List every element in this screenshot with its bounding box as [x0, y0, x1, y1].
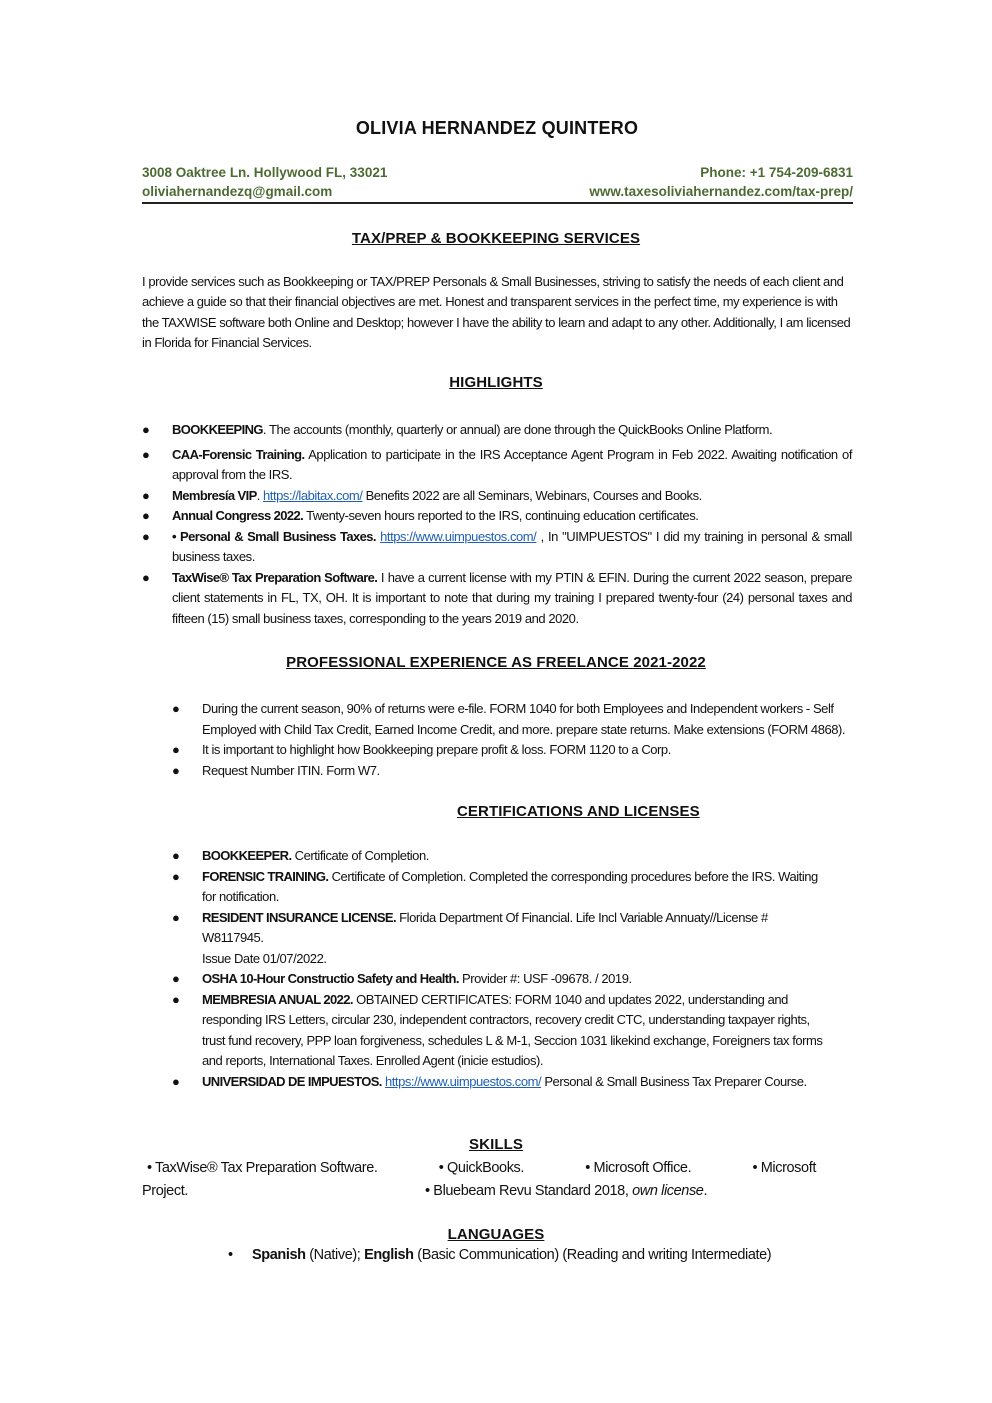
email[interactable]: oliviahernandezq@gmail.com	[142, 184, 333, 199]
bullet-icon: ●	[172, 909, 180, 925]
bullet-icon: ●	[142, 528, 150, 544]
bullet-icon: ●	[172, 848, 180, 863]
list-item: ● UNIVERSIDAD DE IMPUESTOS. https://www.uimpuestos.com/ Personal & Small Business Tax Preparer Course.	[172, 1072, 824, 1093]
website[interactable]: www.taxesoliviahernandez.com/tax-prep/	[589, 184, 853, 199]
list-item: ● FORENSIC TRAINING. Certificate of Completion. Completed the corresponding procedures before the IRS. Waiting for notification.	[172, 868, 818, 904]
list-item: ● TaxWise® Tax Preparation Software. I have a current license with my PTIN & EFIN. During the current 2022 season, prepare client statements in FL, TX, OH. It is important to note that during my training I prepared twenty-four (24) personal taxes and fifteen (15) small business taxes, corresponding to the years 2019 and 2020.	[142, 569, 852, 626]
bullet-icon: ●	[172, 868, 180, 884]
certifications-list	[172, 846, 824, 1092]
bullet-icon: ●	[172, 742, 180, 757]
bullet-icon: •	[228, 1247, 233, 1263]
skill-item: • Microsoft Office.	[585, 1160, 692, 1176]
list-item: ● Membresía VIP. https://labitax.com/ Benefits 2022 are all Seminars, Webinars, Courses and Books.	[142, 486, 852, 507]
bullet-icon: ●	[142, 446, 150, 462]
list-item: ● It is important to highlight how Bookkeeping prepare profit & loss. FORM 1120 to a Corp.	[172, 740, 852, 761]
skill-item: • QuickBooks.	[438, 1160, 525, 1176]
bullet-icon: ●	[172, 1073, 180, 1089]
highlights-list	[142, 420, 852, 629]
bullet-icon: ●	[172, 701, 180, 716]
skill-item: • TaxWise® Tax Preparation Software.	[147, 1160, 378, 1176]
skills-block	[142, 1157, 854, 1203]
bullet-icon: ●	[172, 762, 180, 778]
bullet-icon: ●	[142, 508, 150, 523]
languages-title: LANGUAGES	[447, 1226, 545, 1243]
list-item: ● OSHA 10-Hour Constructio Safety and Health. Provider #: USF -09678. / 2019.	[172, 969, 824, 990]
list-item: ● • Personal & Small Business Taxes. https://www.uimpuestos.com/ , In "UIMPUESTOS" I did my training in personal & small business taxes.	[142, 528, 852, 564]
list-item: ● BOOKKEEPING. The accounts (monthly, quarterly or annual) are done through the QuickBooks Online Platform.	[142, 420, 852, 441]
list-item: ● Request Number ITIN. Form W7.	[172, 761, 852, 782]
bullet-icon: ●	[172, 971, 180, 986]
skills-title: SKILLS	[469, 1136, 523, 1153]
address: 3008 Oaktree Ln. Hollywood FL, 33021	[142, 165, 388, 180]
bullet-icon: ●	[172, 991, 180, 1007]
phone: Phone: +1 754-209-6831	[700, 165, 853, 180]
bullet-icon: ●	[142, 569, 150, 585]
skill-item: • Microsoft	[752, 1160, 816, 1176]
summary-title: TAX/PREP & BOOKKEEPING SERVICES	[351, 230, 641, 247]
list-item: ● CAA-Forensic Training. Application to participate in the IRS Acceptance Agent Program in Feb 2022. Awaiting notification of approval from the IRS.	[142, 446, 852, 482]
labitax-link[interactable]: https://labitax.com/	[263, 487, 363, 503]
skill-item: Project.	[142, 1183, 188, 1199]
bullet-icon: ●	[142, 487, 150, 503]
skill-item: • Bluebeam Revu Standard 2018, own license.	[425, 1183, 708, 1199]
summary-text: I provide services such as Bookkeeping or TAX/PREP Personals & Small Businesses, striving to satisfy the needs of each client and achieve a guide so that their financial objectives are met. Honest and transparent services in the perfect time, my experience is with the TAXWISE software both Online and Desktop; however I have the ability to learn and adapt to any other. Additionally, I am licensed in Florida for Financial Services.	[142, 274, 851, 350]
languages-line: • Spanish (Native); English (Basic Communication) (Reading and writing Intermediate)	[228, 1247, 772, 1263]
bullet-icon: ●	[142, 422, 150, 437]
experience-list	[172, 699, 852, 781]
candidate-name: OLIVIA HERNANDEZ QUINTERO	[355, 118, 639, 138]
list-item: ● Annual Congress 2022. Twenty-seven hours reported to the IRS, continuing education certificates.	[142, 506, 852, 527]
highlights-title: HIGHLIGHTS	[449, 374, 543, 391]
uimpuestos-link[interactable]: https://www.uimpuestos.com/	[384, 1073, 542, 1089]
uimpuestos-link[interactable]: https://www.uimpuestos.com/	[380, 528, 537, 544]
list-item: ● During the current season, 90% of returns were e-file. FORM 1040 for both Employees and Independent workers - Self Employed with Child Tax Credit, Earned Income Credit, and more. prepare state returns. Make extensions (FORM 4868).	[172, 701, 846, 737]
list-item: ● BOOKKEEPER. Certificate of Completion.	[172, 846, 824, 867]
list-item: ● MEMBRESIA ANUAL 2022. OBTAINED CERTIFICATES: FORM 1040 and updates 2022, understanding and responding IRS Letters, circular 230, independent contractors, recovery credit CTC, understanding taxpayer rights, trust fund recovery, PPP loan forgiveness, schedules L & M-1, Seccion 1031 likekind exchange, Foreigners tax forms and reports, International Taxes. Enrolled Agent (inicie estudios).	[172, 991, 823, 1068]
experience-title: PROFESSIONAL EXPERIENCE AS FREELANCE 2021-2022	[286, 654, 706, 671]
list-item: ● RESIDENT INSURANCE LICENSE. Florida Department Of Financial. Life Incl Variable Annuaty//License # W8117945. Issue Date 01/07/2022.	[172, 909, 768, 966]
certifications-title: CERTIFICATIONS AND LICENSES	[457, 803, 700, 820]
contact-block	[142, 163, 853, 204]
